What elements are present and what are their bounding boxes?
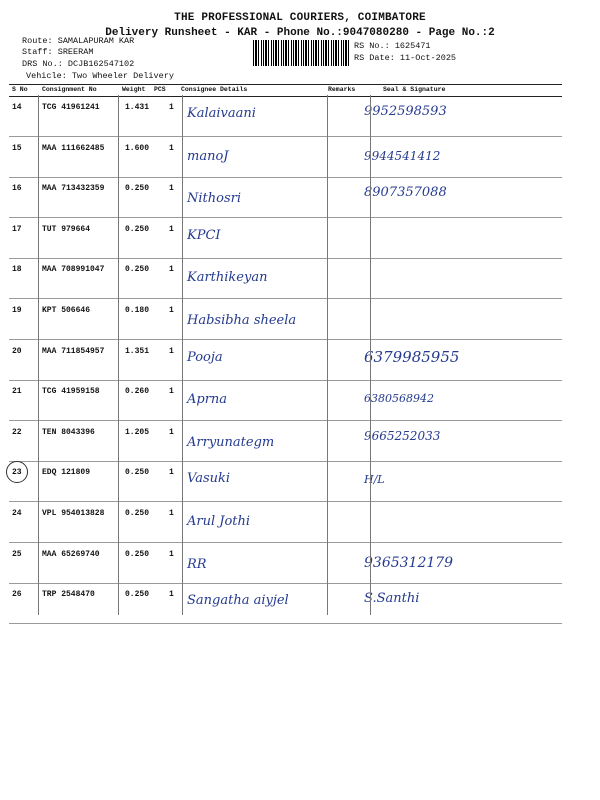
row-signature-handwritten: 6380568942 (364, 392, 434, 406)
row-consignee-handwritten: Arryunategm (187, 434, 275, 450)
column-divider (118, 95, 119, 615)
drs-label: DRS No.: (22, 59, 63, 69)
row-pcs: 1 (169, 387, 174, 397)
row-signature-handwritten: 9944541412 (364, 148, 441, 163)
rs-no-label: RS No.: (354, 41, 390, 51)
route-line (22, 36, 134, 47)
row-consignment-no: EDQ 121809 (42, 468, 91, 478)
row-pcs: 1 (169, 509, 174, 518)
header-weight: Weight (122, 86, 146, 93)
row-sno: 20 (12, 346, 22, 356)
staff-label: Staff: (22, 47, 53, 57)
row-sno: 16 (12, 184, 22, 194)
row-consignment-no: TCG 41959158 (42, 387, 100, 397)
row-weight: 1.431 (125, 103, 150, 112)
drs-value: DCJB162547102 (67, 59, 135, 69)
row-sno: 26 (12, 590, 22, 600)
row-signature-handwritten: 6379985955 (364, 347, 460, 366)
row-signature-handwritten: H/L (364, 473, 385, 487)
header-pcs: PCS (154, 86, 166, 93)
row-weight: 0.250 (125, 468, 150, 478)
table-row (9, 421, 562, 462)
row-signature-handwritten: 8907357088 (364, 185, 447, 201)
row-consignee-handwritten: manoJ (187, 148, 229, 164)
table-row (9, 502, 562, 543)
row-consignee-handwritten: Kalaivaani (187, 106, 256, 121)
route-value: SAMALAPURAM KAR (57, 36, 135, 46)
vehicle-value: Two Wheeler Delivery (71, 71, 174, 81)
drs-line (22, 59, 134, 70)
row-consignment-no: MAA 708991047 (42, 265, 105, 275)
row-pcs: 1 (169, 184, 174, 194)
table-row (9, 218, 562, 259)
row-weight: 0.250 (125, 549, 150, 559)
row-signature-handwritten: S.Santhi (364, 591, 420, 607)
header-consignee: Consignee Details (181, 86, 248, 93)
row-weight: 1.600 (125, 143, 150, 153)
rs-date-line (354, 53, 456, 63)
staff-value: SREERAM (57, 47, 94, 57)
barcode (253, 40, 351, 66)
table-row (9, 96, 562, 137)
staff-line (22, 47, 93, 58)
table-row (9, 583, 562, 624)
rs-date-value: 11-Oct-2025 (399, 53, 457, 63)
row-consignment-no: MAA 65269740 (42, 549, 100, 559)
row-consignee-handwritten: Pooja (187, 349, 223, 365)
row-sno: 18 (12, 265, 22, 275)
row-divider (9, 623, 562, 624)
header-sno: S No (12, 86, 28, 93)
table-row (9, 137, 562, 178)
row-sno: 22 (12, 427, 22, 437)
table-row (9, 380, 562, 421)
rs-no-value: 1625471 (394, 41, 431, 51)
document-title: THE PROFESSIONAL COURIERS, COIMBATORE (174, 12, 426, 24)
row-number-circle (6, 461, 28, 483)
row-pcs: 1 (169, 265, 174, 275)
row-consignee-handwritten: Arul Jothi (187, 514, 251, 529)
row-sno: 19 (12, 306, 22, 315)
row-sno: 14 (12, 103, 22, 112)
row-signature-handwritten: 9665252033 (364, 428, 441, 443)
row-signature-handwritten: 9952598593 (364, 104, 447, 119)
row-consignment-no: MAA 713432359 (42, 184, 105, 194)
rs-date-label: RS Date: (354, 53, 395, 63)
row-weight: 1.205 (125, 427, 150, 437)
row-pcs: 1 (169, 549, 174, 559)
table-row (9, 258, 562, 299)
table-row (9, 177, 562, 218)
row-weight: 0.250 (125, 509, 150, 518)
row-consignee-handwritten: Habsibha sheela (187, 313, 297, 328)
row-pcs: 1 (169, 468, 174, 478)
row-sno: 24 (12, 509, 22, 518)
row-pcs: 1 (169, 427, 174, 437)
route-label: Route: (22, 36, 53, 46)
row-weight: 0.250 (125, 590, 150, 600)
vehicle-label: Vehicle: (26, 71, 67, 81)
row-consignment-no: TCG 41961241 (42, 103, 100, 112)
row-consignee-handwritten: Karthikeyan (187, 270, 268, 286)
row-weight: 0.250 (125, 184, 150, 194)
table-row (9, 340, 562, 381)
row-sno: 25 (12, 549, 22, 559)
rs-no-line (354, 41, 431, 51)
row-pcs: 1 (169, 590, 174, 600)
row-sno: 17 (12, 224, 22, 234)
row-signature-handwritten: 9365312179 (364, 554, 454, 571)
row-sno: 21 (12, 387, 22, 397)
row-pcs: 1 (169, 346, 174, 356)
header-seal: Seal & Signature (383, 86, 446, 93)
row-consignee-handwritten: KPCI (187, 227, 221, 243)
row-consignee-handwritten: Aprna (187, 392, 228, 408)
header-remarks: Remarks (328, 86, 356, 93)
row-weight: 0.180 (125, 306, 150, 315)
row-weight: 0.260 (125, 387, 150, 397)
row-consignment-no: KPT 506646 (42, 306, 91, 315)
delivery-table (9, 84, 562, 614)
document-subtitle: Delivery Runsheet - KAR - Phone No.:9047080280 - Page No.:2 (105, 27, 495, 39)
row-pcs: 1 (169, 224, 174, 234)
table-row (9, 461, 562, 502)
table-row (9, 299, 562, 340)
row-consignee-handwritten: Nithosri (187, 191, 241, 207)
row-pcs: 1 (169, 103, 174, 112)
header-consignment: Consignment No (42, 86, 97, 93)
row-weight: 1.351 (125, 346, 150, 356)
table-row (9, 543, 562, 584)
row-sno: 15 (12, 143, 22, 153)
column-divider (327, 95, 328, 615)
vehicle-line (26, 71, 174, 82)
row-consignment-no: TRP 2548470 (42, 590, 95, 600)
row-consignment-no: MAA 111662485 (42, 143, 105, 153)
row-consignee-handwritten: Sangatha aiyjel (187, 593, 289, 609)
row-consignment-no: MAA 711854957 (42, 346, 105, 356)
column-divider (370, 95, 371, 615)
row-pcs: 1 (169, 306, 174, 315)
row-consignment-no: VPL 954013828 (42, 509, 105, 518)
row-weight: 0.250 (125, 265, 150, 275)
row-weight: 0.250 (125, 224, 150, 234)
row-consignment-no: TEN 8043396 (42, 427, 95, 437)
row-consignment-no: TUT 979664 (42, 224, 91, 234)
column-divider (38, 95, 39, 615)
row-consignee-handwritten: Vasuki (187, 471, 231, 487)
row-consignee-handwritten: RR (187, 556, 207, 572)
column-divider (182, 95, 183, 615)
row-pcs: 1 (169, 143, 174, 153)
row-sno: 23 (12, 468, 22, 478)
